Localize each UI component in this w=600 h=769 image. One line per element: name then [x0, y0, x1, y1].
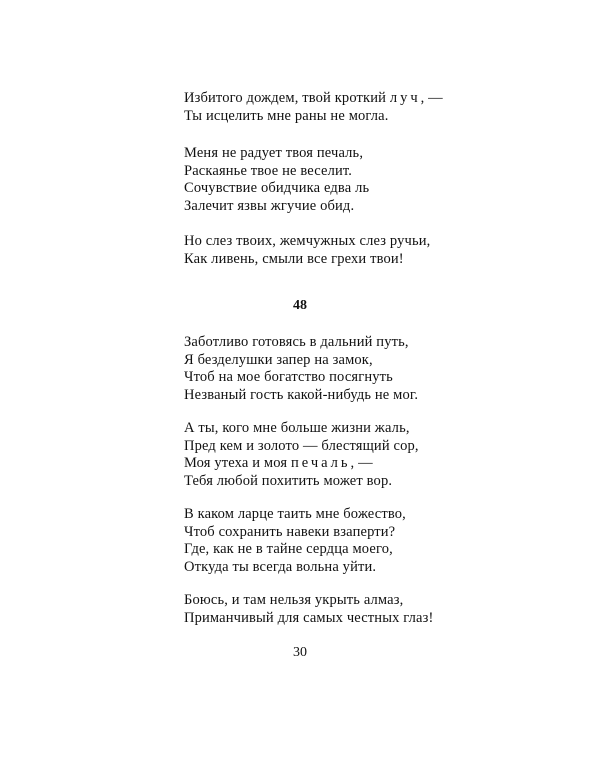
poem-line [184, 559, 484, 577]
poem-line [184, 541, 484, 559]
line-text: Чтоб сохранить навеки взаперти? [184, 523, 396, 540]
poem-line [184, 163, 484, 181]
line-text: Приманчивый для самых честных глаз! [184, 609, 434, 626]
poem-line [184, 145, 484, 163]
line-text: Тебя любой похитить может вор. [184, 472, 393, 489]
line-text: Ты исцелить мне раны не могла. [184, 107, 389, 124]
poem-line [184, 233, 484, 251]
poem-line [184, 420, 484, 438]
poem-line [184, 251, 484, 269]
page-number: 30 [293, 645, 307, 660]
line-text: Раскаянье твое не веселит. [184, 162, 353, 179]
line-text: Я безделушки запер на замок, [184, 351, 373, 368]
poem-line [184, 334, 484, 352]
stanza-bottom-3 [184, 506, 484, 576]
line-text: Избитого дождем, твой кроткий [184, 90, 390, 106]
poem-line [184, 473, 484, 491]
sonnet-number: 48 [293, 298, 307, 313]
poem-line [184, 108, 484, 126]
poem-line [184, 592, 484, 610]
line-text: В каком ларце таить мне божество, [184, 506, 406, 522]
stanza-top-3 [184, 233, 484, 268]
line-text: , — [420, 90, 443, 106]
poem-line [184, 455, 484, 473]
poem-line [184, 369, 484, 387]
line-text: , — [350, 455, 373, 471]
line-text: А ты, кого мне больше жизни жаль, [184, 420, 410, 436]
line-text: Чтоб на мое богатство посягнуть [184, 369, 393, 385]
poem-line [184, 90, 484, 108]
poem-line [184, 387, 484, 405]
stanza-bottom-4 [184, 592, 484, 627]
poem-line [184, 610, 484, 628]
emphasized-word: луч [389, 90, 421, 106]
poem-line [184, 198, 484, 216]
poem-line [184, 506, 484, 524]
line-text: Пред кем и золото — блестящий сор, [184, 437, 419, 454]
poem-line [184, 180, 484, 198]
line-text: Как ливень, смыли все грехи твои! [184, 250, 404, 267]
line-text: Но слез твоих, жемчужных слез ручьи, [184, 233, 431, 249]
poem-line [184, 352, 484, 370]
line-text: Меня не радует твоя печаль, [184, 145, 364, 161]
stanza-top-1 [184, 90, 484, 125]
line-text: Залечит язвы жгучие обид. [184, 197, 355, 214]
stanza-bottom-1 [184, 334, 484, 404]
line-text: Где, как не в тайне сердца моего, [184, 541, 393, 557]
line-text: Моя утеха и моя [184, 455, 291, 471]
poem-line [184, 524, 484, 542]
stanza-top-2 [184, 145, 484, 215]
line-text: Незваный гость какой-нибудь не мог. [184, 386, 419, 403]
emphasized-word: печаль [290, 455, 351, 471]
line-text: Боюсь, и там нельзя укрыть алмаз, [184, 592, 404, 608]
line-text: Откуда ты всегда вольна уйти. [184, 558, 377, 575]
line-text: Сочувствие обидчика едва ль [184, 180, 370, 196]
poem-line [184, 438, 484, 456]
line-text: Заботливо готовясь в дальний путь, [184, 334, 409, 350]
stanza-bottom-2 [184, 420, 484, 490]
